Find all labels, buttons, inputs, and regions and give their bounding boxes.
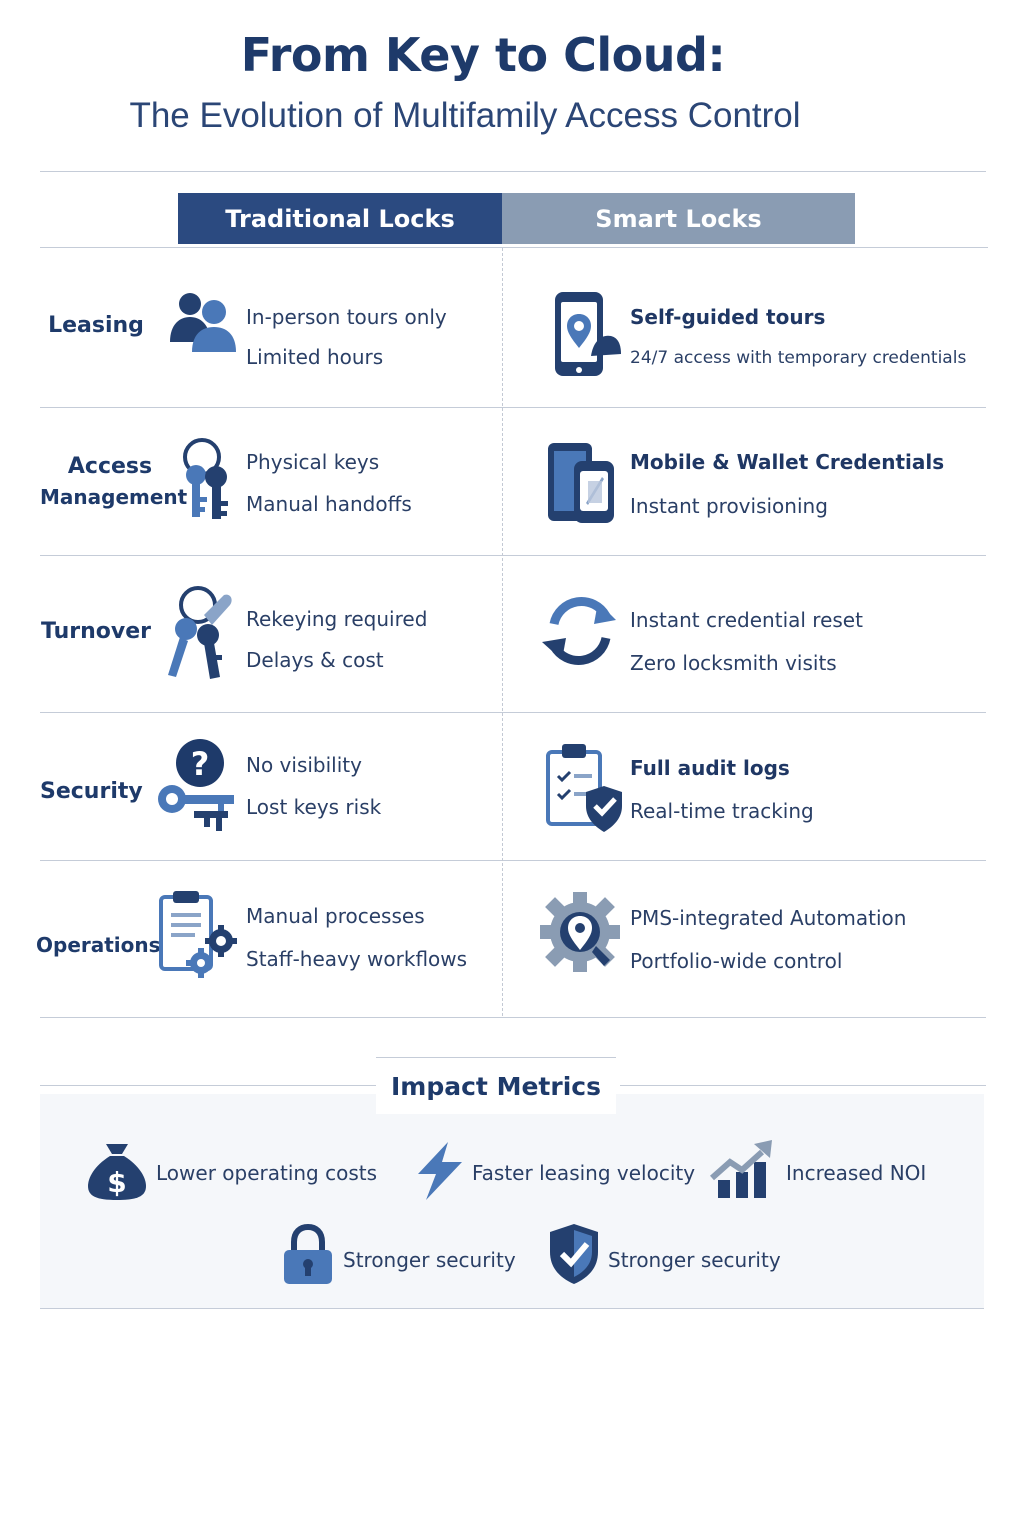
security-smart-line-2: Real-time tracking bbox=[630, 799, 814, 823]
phone-location-icon bbox=[553, 290, 623, 378]
row-divider bbox=[40, 555, 986, 556]
metric-label-costs: Lower operating costs bbox=[156, 1161, 378, 1185]
metric-label-velocity: Faster leasing velocity bbox=[472, 1161, 696, 1185]
header-divider bbox=[40, 171, 986, 172]
access-traditional-line-2: Manual handoffs bbox=[246, 492, 412, 516]
operations-traditional-line-1: Manual processes bbox=[246, 904, 425, 928]
row-divider bbox=[40, 860, 986, 861]
security-traditional-line-1: No visibility bbox=[246, 753, 362, 777]
access-smart-line-1: Mobile & Wallet Credentials bbox=[630, 450, 945, 474]
metrics-divider-left bbox=[40, 1085, 376, 1086]
padlock-icon bbox=[282, 1224, 334, 1286]
row-label-security: Security bbox=[40, 779, 143, 804]
row-divider bbox=[40, 1017, 986, 1018]
svg-text:?: ? bbox=[190, 745, 210, 783]
page-subtitle: The Evolution of Multifamily Access Control bbox=[129, 96, 801, 135]
refresh-icon bbox=[540, 594, 620, 668]
turnover-smart-line-2: Zero locksmith visits bbox=[630, 651, 837, 675]
access-smart-line-2: Instant provisioning bbox=[630, 494, 828, 518]
turnover-smart-line-1: Instant credential reset bbox=[630, 608, 863, 632]
column-header-traditional: Traditional Locks bbox=[178, 193, 502, 244]
svg-text:$: $ bbox=[107, 1166, 127, 1199]
metric-label-security-1: Stronger security bbox=[343, 1248, 516, 1272]
row-label-management: Management bbox=[40, 485, 188, 509]
row-divider bbox=[40, 407, 986, 408]
row-label-access: Access bbox=[67, 454, 153, 479]
metrics-divider-right bbox=[620, 1085, 986, 1086]
row-label-leasing: Leasing bbox=[48, 313, 144, 338]
operations-traditional-line-2: Staff-heavy workflows bbox=[246, 947, 468, 971]
column-divider bbox=[502, 248, 503, 1016]
row-label-access-management bbox=[40, 451, 188, 513]
security-smart-line-1: Full audit logs bbox=[630, 756, 790, 780]
access-traditional-line-1: Physical keys bbox=[246, 450, 380, 474]
shield-check-icon bbox=[548, 1222, 600, 1286]
metric-label-noi: Increased NOI bbox=[786, 1161, 927, 1185]
row-label-turnover: Turnover bbox=[41, 619, 151, 644]
question-key-icon bbox=[154, 737, 238, 835]
turnover-traditional-line-1: Rekeying required bbox=[246, 607, 428, 631]
keys-wrench-icon bbox=[160, 585, 236, 685]
keys-icon bbox=[176, 437, 236, 523]
leasing-traditional-line-1: In-person tours only bbox=[246, 305, 447, 329]
people-icon bbox=[168, 290, 238, 356]
clipboard-check-icon bbox=[544, 742, 626, 834]
row-divider bbox=[40, 247, 988, 248]
clipboard-gears-icon bbox=[157, 889, 239, 979]
leasing-traditional-line-2: Limited hours bbox=[246, 345, 384, 369]
security-traditional-line-2: Lost keys risk bbox=[246, 795, 382, 819]
mobile-wallet-icon bbox=[546, 441, 620, 525]
metrics-title: Impact Metrics bbox=[376, 1057, 616, 1114]
leasing-smart-line-2: 24/7 access with temporary credentials bbox=[630, 348, 967, 368]
money-bag-icon bbox=[86, 1140, 148, 1202]
row-divider bbox=[40, 712, 986, 713]
leasing-smart-line-1: Self-guided tours bbox=[630, 305, 826, 329]
page-title: From Key to Cloud: bbox=[240, 28, 726, 82]
turnover-traditional-line-2: Delays & cost bbox=[246, 648, 384, 672]
operations-smart-line-2: Portfolio-wide control bbox=[630, 949, 843, 973]
row-label-operations: Operations bbox=[36, 933, 161, 957]
operations-smart-line-1: PMS-integrated Automation bbox=[630, 906, 907, 930]
gear-location-icon bbox=[538, 890, 622, 976]
growth-chart-icon bbox=[710, 1138, 776, 1200]
metric-label-security-2: Stronger security bbox=[608, 1248, 781, 1272]
metrics-panel bbox=[40, 1094, 984, 1309]
lightning-icon bbox=[408, 1140, 466, 1202]
column-header-smart: Smart Locks bbox=[502, 193, 855, 244]
